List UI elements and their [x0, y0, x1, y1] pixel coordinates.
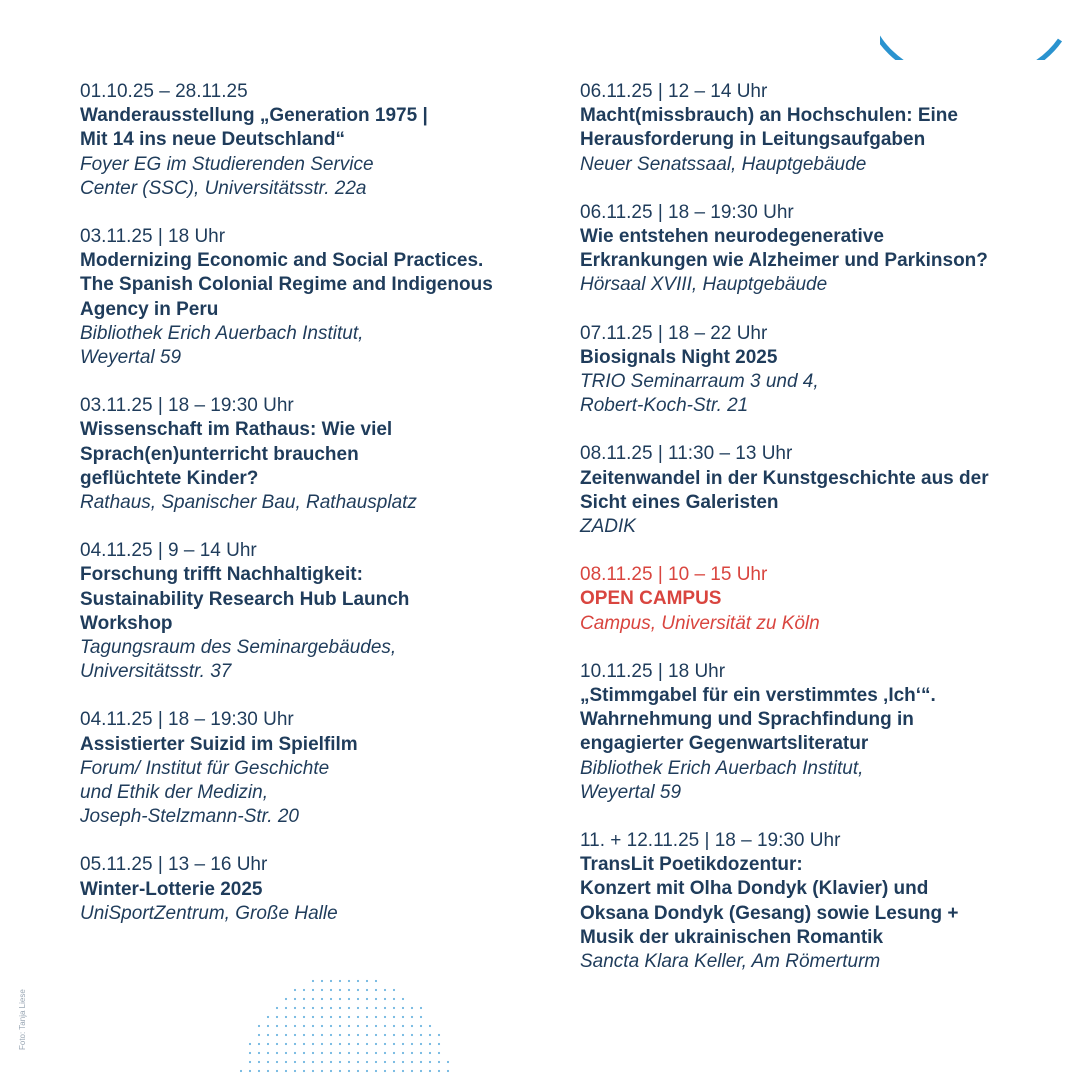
dot [330, 1007, 332, 1009]
dot [411, 1034, 413, 1036]
dot [393, 1052, 395, 1054]
dot [375, 1070, 377, 1072]
dot [267, 1052, 269, 1054]
dot [366, 1025, 368, 1027]
dot [357, 1070, 359, 1072]
dot [384, 1052, 386, 1054]
dot [393, 998, 395, 1000]
event-title: OPEN CAMPUS [580, 588, 722, 610]
event-title: Winter-Lotterie 2025 [80, 878, 263, 900]
dot [321, 1016, 323, 1018]
arc-decoration-icon [880, 0, 1080, 60]
event-title: Konzert mit Olha Dondyk (Klavier) und [580, 878, 929, 900]
dot [330, 1034, 332, 1036]
dot [375, 1061, 377, 1063]
dot [312, 1061, 314, 1063]
dot [393, 1070, 395, 1072]
event-title: Musik der ukrainischen Romantik [580, 926, 884, 948]
dot [276, 1025, 278, 1027]
event-title: Sustainability Research Hub Launch [80, 588, 410, 610]
dot [420, 1061, 422, 1063]
dot [267, 1070, 269, 1072]
dot [366, 1016, 368, 1018]
dot [429, 1061, 431, 1063]
dot [285, 1007, 287, 1009]
event-title: engagierter Gegenwartsliteratur [580, 733, 869, 755]
photo-credit: Foto: Tanja Liese [18, 989, 27, 1050]
dot [348, 980, 350, 982]
dot [420, 1070, 422, 1072]
event-item [80, 708, 530, 829]
dot [294, 1061, 296, 1063]
dot [267, 1016, 269, 1018]
dot [303, 998, 305, 1000]
dot [411, 1061, 413, 1063]
event-title: Macht(missbrauch) an Hochschulen: Eine [580, 105, 958, 127]
dot [276, 1007, 278, 1009]
dot [366, 1061, 368, 1063]
dot [357, 980, 359, 982]
dot [303, 1043, 305, 1045]
dot [321, 1052, 323, 1054]
event-title: Wahrnehmung und Sprachfindung in [580, 709, 914, 731]
dot [384, 1034, 386, 1036]
event-location: Bibliothek Erich Auerbach Institut, [580, 757, 864, 779]
dot [366, 998, 368, 1000]
dot [276, 1034, 278, 1036]
event-location: Universitätsstr. 37 [80, 661, 232, 683]
dot [429, 1025, 431, 1027]
dot [267, 1043, 269, 1045]
dot [276, 1043, 278, 1045]
dot [330, 980, 332, 982]
dot [375, 1052, 377, 1054]
event-title: Wissenschaft im Rathaus: Wie viel [80, 419, 393, 441]
dot [267, 1025, 269, 1027]
event-title: The Spanish Colonial Regime and Indigenous [80, 274, 493, 296]
dot [258, 1034, 260, 1036]
dot [411, 1007, 413, 1009]
dot [249, 1052, 251, 1054]
event-location: Robert-Koch-Str. 21 [580, 395, 749, 417]
event-date: 06.11.25 | 12 – 14 Uhr [580, 81, 768, 102]
dot [258, 1052, 260, 1054]
dot [420, 1034, 422, 1036]
dot [249, 1043, 251, 1045]
dot [339, 1034, 341, 1036]
event-item [80, 539, 530, 684]
dot [339, 1007, 341, 1009]
dot [375, 989, 377, 991]
event-location: Foyer EG im Studierenden Service [80, 153, 374, 175]
dot [303, 1016, 305, 1018]
dot [312, 1007, 314, 1009]
dot [393, 1034, 395, 1036]
dot [348, 1025, 350, 1027]
dot [366, 1034, 368, 1036]
dot [411, 1016, 413, 1018]
dot [375, 998, 377, 1000]
event-item [580, 322, 1050, 419]
dot [375, 1007, 377, 1009]
dot [312, 1025, 314, 1027]
dot [357, 1052, 359, 1054]
dot [348, 1007, 350, 1009]
dot [294, 1052, 296, 1054]
event-date: 07.11.25 | 18 – 22 Uhr [580, 322, 768, 344]
event-date: 05.11.25 | 13 – 16 Uhr [80, 854, 268, 876]
event-date: 03.11.25 | 18 Uhr [80, 226, 226, 248]
dot [357, 1016, 359, 1018]
event-location: Weyertal 59 [80, 347, 182, 369]
dot [393, 1025, 395, 1027]
dot [411, 1052, 413, 1054]
dot [402, 1016, 404, 1018]
dot [285, 998, 287, 1000]
event-location: Sancta Klara Keller, Am Römerturm [580, 951, 881, 973]
dot [312, 1016, 314, 1018]
event-title: Workshop [80, 612, 173, 634]
dot [357, 1034, 359, 1036]
left-column [80, 80, 530, 950]
dot [312, 989, 314, 991]
dot [321, 998, 323, 1000]
event-item [580, 201, 1050, 298]
dot [393, 1007, 395, 1009]
event-title: Forschung trifft Nachhaltigkeit: [80, 564, 363, 586]
dot [258, 1043, 260, 1045]
event-title: Sicht eines Galeristen [580, 491, 779, 513]
dot [303, 989, 305, 991]
dot [267, 1034, 269, 1036]
dot-semicircle-icon [230, 975, 460, 1080]
dot [447, 1070, 449, 1072]
dot [285, 1016, 287, 1018]
dot [285, 1052, 287, 1054]
dot [402, 1034, 404, 1036]
dot [294, 1007, 296, 1009]
dot [357, 989, 359, 991]
dot [366, 1070, 368, 1072]
dot [438, 1061, 440, 1063]
event-date: 10.11.25 | 18 Uhr [580, 660, 726, 682]
event-title: Herausforderung in Leitungsaufgaben [580, 129, 926, 151]
dot [402, 998, 404, 1000]
dot [402, 1043, 404, 1045]
dot [312, 980, 314, 982]
event-title: Oksana Dondyk (Gesang) sowie Lesung + [580, 902, 959, 924]
dot [420, 1016, 422, 1018]
dot [258, 1061, 260, 1063]
dot [312, 1034, 314, 1036]
event-title: Wanderausstellung „Generation 1975 | [80, 105, 428, 127]
dot [429, 1034, 431, 1036]
dot [366, 1052, 368, 1054]
event-date: 01.10.25 – 28.11.25 [80, 81, 248, 102]
dot [294, 1070, 296, 1072]
dot [375, 1016, 377, 1018]
dot [258, 1070, 260, 1072]
dot [330, 1043, 332, 1045]
dot [330, 1052, 332, 1054]
event-location: Center (SSC), Universitätsstr. 22a [80, 177, 367, 199]
event-location: Hörsaal XVIII, Hauptgebäude [580, 274, 828, 296]
dot [312, 998, 314, 1000]
event-date: 11. + 12.11.25 | 18 – 19:30 Uhr [580, 830, 841, 852]
dot [294, 998, 296, 1000]
dot [402, 1070, 404, 1072]
dot [357, 1061, 359, 1063]
dot [321, 1025, 323, 1027]
right-column [580, 80, 1050, 998]
dot [348, 1016, 350, 1018]
dot [348, 989, 350, 991]
dot [321, 1034, 323, 1036]
dot [294, 989, 296, 991]
dot [375, 1025, 377, 1027]
dot [393, 1016, 395, 1018]
dot [249, 1070, 251, 1072]
dot [411, 1070, 413, 1072]
dot [348, 1034, 350, 1036]
event-title: Zeitenwandel in der Kunstgeschichte aus der [580, 467, 989, 489]
dot [330, 1070, 332, 1072]
dot [339, 1025, 341, 1027]
dot [276, 1016, 278, 1018]
dot [402, 1007, 404, 1009]
dot [366, 1043, 368, 1045]
dot [357, 1007, 359, 1009]
dot [420, 1025, 422, 1027]
dot [348, 1052, 350, 1054]
dot [339, 980, 341, 982]
event-location: Neuer Senatssaal, Hauptgebäude [580, 153, 867, 175]
dot [339, 998, 341, 1000]
dot [294, 1043, 296, 1045]
dot [249, 1061, 251, 1063]
event-date: 03.11.25 | 18 – 19:30 Uhr [80, 395, 294, 417]
event-title: „Stimmgabel für ein verstimmtes ‚Ich‘“. [580, 685, 936, 707]
event-item [580, 442, 1050, 539]
dot [294, 1016, 296, 1018]
event-title: Agency in Peru [80, 298, 219, 320]
dot [276, 1070, 278, 1072]
dot [348, 1061, 350, 1063]
event-location: und Ethik der Medizin, [80, 782, 268, 804]
event-title: Modernizing Economic and Social Practices. [80, 250, 484, 272]
event-location: Campus, Universität zu Köln [580, 612, 820, 634]
dot [402, 1052, 404, 1054]
event-location: Rathaus, Spanischer Bau, Rathausplatz [80, 492, 417, 514]
dot [321, 989, 323, 991]
dot [393, 1043, 395, 1045]
dot [330, 989, 332, 991]
event-title: TransLit Poetikdozentur: [580, 854, 803, 876]
event-date: 04.11.25 | 9 – 14 Uhr [80, 540, 257, 562]
event-date: 08.11.25 | 10 – 15 Uhr [580, 564, 768, 586]
dot [375, 1034, 377, 1036]
dot [429, 1043, 431, 1045]
dot [285, 1061, 287, 1063]
dot [321, 980, 323, 982]
event-item [80, 225, 530, 370]
dot [330, 1016, 332, 1018]
event-title: geflüchtete Kinder? [80, 467, 259, 489]
event-date: 06.11.25 | 18 – 19:30 Uhr [580, 201, 794, 223]
dot [339, 1061, 341, 1063]
dot [312, 1043, 314, 1045]
dot [384, 989, 386, 991]
dot [366, 980, 368, 982]
dot [429, 1070, 431, 1072]
event-date: 08.11.25 | 11:30 – 13 Uhr [580, 443, 793, 465]
dot [438, 1052, 440, 1054]
dot [384, 998, 386, 1000]
event-item [80, 394, 530, 515]
dot [375, 1043, 377, 1045]
dot [384, 1016, 386, 1018]
dot [285, 1034, 287, 1036]
dot [384, 1007, 386, 1009]
dot [303, 1007, 305, 1009]
dot [384, 1061, 386, 1063]
dot [375, 980, 377, 982]
dot [303, 1025, 305, 1027]
dot [330, 998, 332, 1000]
event-item [80, 853, 530, 926]
event-title: Biosignals Night 2025 [580, 346, 778, 368]
dot [366, 989, 368, 991]
dot [330, 1025, 332, 1027]
dot [285, 1025, 287, 1027]
dot [393, 1061, 395, 1063]
dot [240, 1070, 242, 1072]
dot [357, 1025, 359, 1027]
dot [348, 1043, 350, 1045]
event-title: Mit 14 ins neue Deutschland“ [80, 129, 345, 151]
dot [411, 1043, 413, 1045]
dot [420, 1043, 422, 1045]
dot [384, 1043, 386, 1045]
event-title: Assistierter Suizid im Spielfilm [80, 733, 358, 755]
dot [420, 1007, 422, 1009]
event-location: UniSportZentrum, Große Halle [80, 902, 338, 924]
dot [285, 1070, 287, 1072]
dot [294, 1025, 296, 1027]
event-location: Joseph-Stelzmann-Str. 20 [80, 806, 299, 828]
event-location: Bibliothek Erich Auerbach Institut, [80, 322, 364, 344]
dot [339, 1043, 341, 1045]
dot [438, 1043, 440, 1045]
dot [303, 1034, 305, 1036]
dot [357, 1043, 359, 1045]
dot [384, 1025, 386, 1027]
dot [366, 1007, 368, 1009]
dot [312, 1052, 314, 1054]
dot [429, 1052, 431, 1054]
dot [267, 1061, 269, 1063]
event-location: Tagungsraum des Seminargebäudes, [80, 637, 397, 659]
dot [402, 1025, 404, 1027]
dot [348, 998, 350, 1000]
event-date: 04.11.25 | 18 – 19:30 Uhr [80, 709, 294, 731]
event-item [580, 829, 1050, 974]
dot [402, 1061, 404, 1063]
dot [285, 1043, 287, 1045]
dot [339, 1016, 341, 1018]
dot [339, 1070, 341, 1072]
event-location: ZADIK [580, 516, 636, 538]
dot [438, 1034, 440, 1036]
dot [438, 1070, 440, 1072]
event-location: Forum/ Institut für Geschichte [80, 757, 330, 779]
dot [303, 1052, 305, 1054]
dot [321, 1007, 323, 1009]
dot [321, 1061, 323, 1063]
event-item [580, 660, 1050, 805]
dot [294, 1034, 296, 1036]
dot [258, 1025, 260, 1027]
dot [276, 1052, 278, 1054]
dot [330, 1061, 332, 1063]
event-title: Wie entstehen neurodegenerative [580, 226, 884, 248]
event-location: TRIO Seminarraum 3 und 4, [580, 371, 819, 393]
dot [393, 989, 395, 991]
dot [321, 1070, 323, 1072]
event-item [580, 80, 1050, 177]
dot [348, 1070, 350, 1072]
dot [447, 1061, 449, 1063]
event-item-highlight [580, 563, 1050, 636]
dot [411, 1025, 413, 1027]
dot [420, 1052, 422, 1054]
dot [339, 989, 341, 991]
dot [303, 1070, 305, 1072]
dot [276, 1061, 278, 1063]
event-title: Sprach(en)unterricht brauchen [80, 443, 359, 465]
event-location: Weyertal 59 [580, 781, 682, 803]
dot [303, 1061, 305, 1063]
dot [339, 1052, 341, 1054]
event-title: Erkrankungen wie Alzheimer und Parkinson? [580, 250, 988, 272]
event-item [80, 80, 530, 201]
dot [312, 1070, 314, 1072]
dot [384, 1070, 386, 1072]
dot [357, 998, 359, 1000]
dot [321, 1043, 323, 1045]
